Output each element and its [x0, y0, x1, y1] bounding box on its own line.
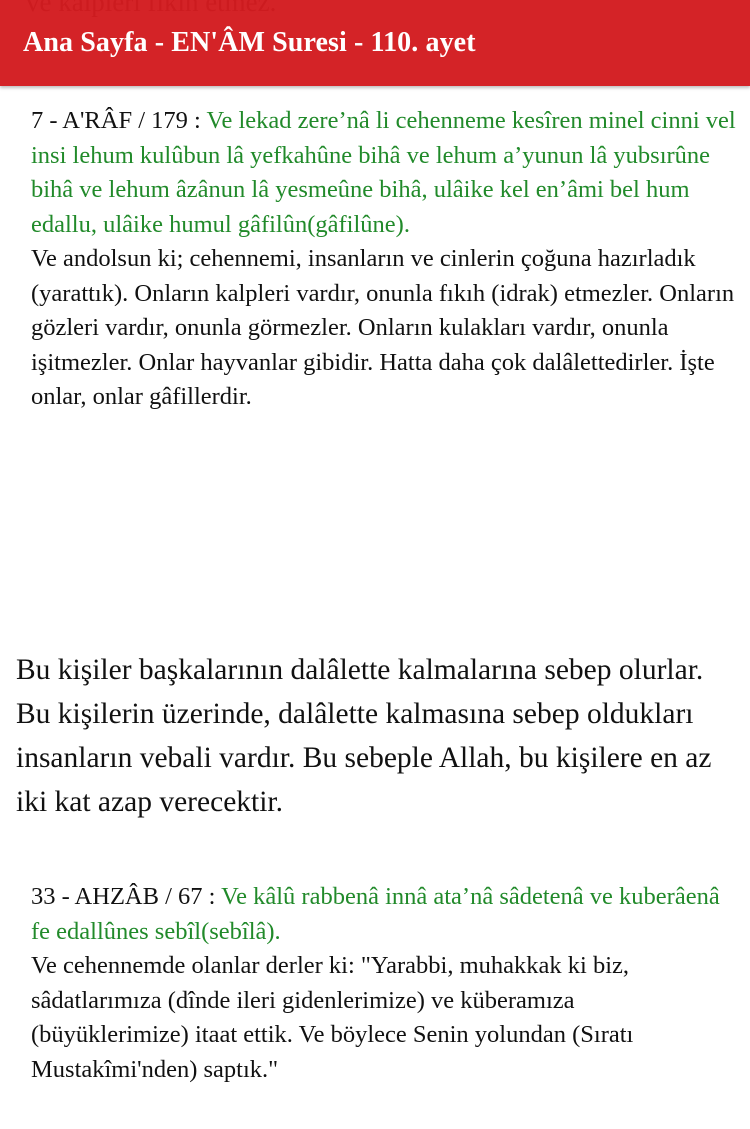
verse-transliteration: Ve kâlû rabbenâ innâ ata’nâ sâdetenâ ve kuberâenâ fe edallûnes sebîl(sebîlâ). — [31, 883, 720, 945]
header-title[interactable]: Ana Sayfa - EN'ÂM Suresi - 110. ayet — [23, 27, 476, 58]
verse-transliteration: Ve lekad zere’nâ li cehenneme kesîren minel cinni vel insi lehum kulûbun lâ yefkahûne bihâ ve lehum a’yunun lâ yubsırûne bihâ ve lehum âzânun lâ yesmeûne bihâ, ulâike kel en’âmi bel hum edallu, ulâike humul gâfilûn(gâfilûne). — [31, 107, 736, 238]
verse-reference[interactable]: 7 - A'RÂF / 179 : — [31, 107, 207, 134]
verse-meaning: Ve cehennemde olanlar derler ki: "Yarabbi, muhakkak ki biz, sâdatlarımıza (dînde ileri gidenlerimize) ve küberamıza (büyüklerimize) itaat ettik. Ve böylece Senin yolundan (Sıratı Mustakîmi'nden) saptık." — [31, 952, 634, 1083]
top-nav-bar[interactable] — [0, 0, 750, 86]
verse-reference-block — [31, 880, 736, 1087]
commentary-text: Bu kişiler başkalarının dalâlette kalmalarına sebep olurlar. Bu kişilerin üzerinde, dalâlette kalmasına sebep oldukları insanların vebali vardır. Bu sebeple Allah, bu kişilere en az iki kat azap verecektir. — [16, 654, 712, 818]
verse-reference[interactable]: 33 - AHZÂB / 67 : — [31, 883, 222, 910]
verse-reference-block — [31, 104, 736, 415]
verse-meaning: Ve andolsun ki; cehennemi, insanların ve cinlerin çoğuna hazırladık (yarattık). Onların kalpleri vardır, onunla fıkıh (idrak) etmezler. Onların gözleri vardır, onunla görmezler. Onların kulakları vardır, onunla işitmezler. Onlar hayvanlar gibidir. Hatta daha çok dalâlettedirler. İşte onlar, onlar gâfillerdir. — [31, 245, 735, 410]
